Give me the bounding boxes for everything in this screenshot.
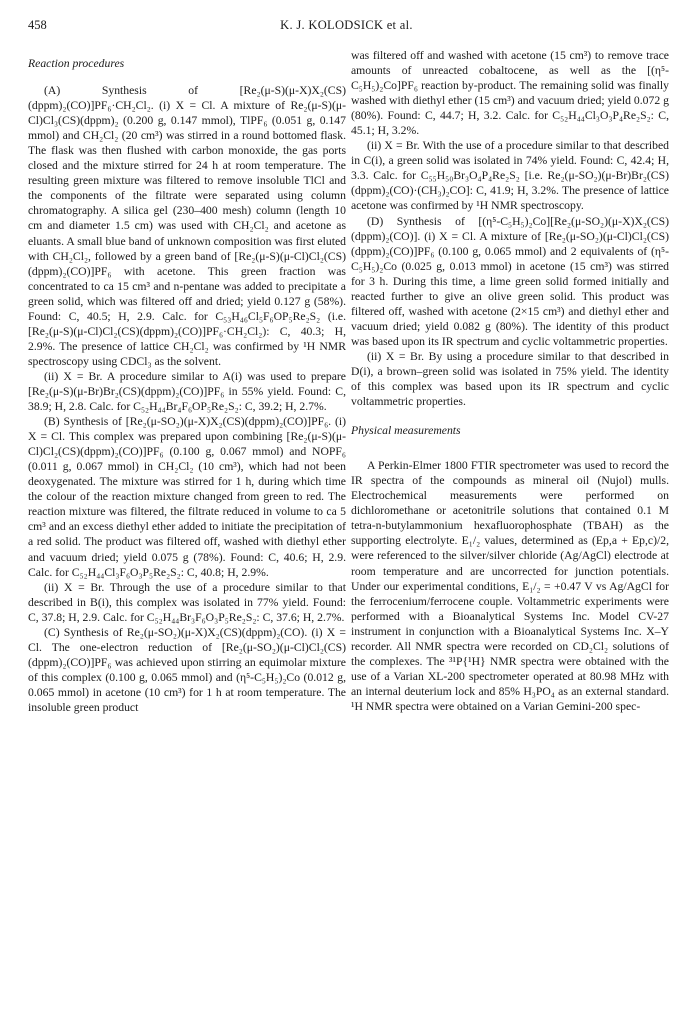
paragraph-synthesis-b-ii: (ii) X = Br. Through the use of a procedure similar to that described in B(i), this complex was isolated in 77% yield. Found: C, 37.8; H, 2.9. Calc. for C₅₂H₄₄Br₃F₆O₃P₅Re₂S₂: C, 37.6; H, 2.7%. xyxy=(28,580,346,624)
paragraph-synthesis-b-i: (B) Synthesis of [Re₂(μ-SO₂)(μ-X)X₂(CS)(dppm)₂(CO)]PF₆. (i) X = Cl. This complex was prepared upon combining [Re₂(μ-S)(μ-Cl)Cl₂(CS)(dppm)₂(CO)]PF₆ (0.100 g, 0.067 mmol) and NOPF₆ (0.011 g, 0.067 mmol) in CH₂Cl₂ (10 cm³), which had not been deoxygenated. The mixture was stirred for 1 h, during which time the colour of the reaction mixture changed from green to red. The reaction mixture was filtered, the filtrate reduced in volume to ca 5 cm³ and an excess diethyl ether added to initiate the precipitation of a red solid. The product was filtered off, washed with diethyl ether and vacuum dried; yield 0.075 g (78%). Found: C, 40.6; H, 2.9. Calc. for C₅₂H₄₄Cl₃F₆O₃P₅Re₂S₂: C, 40.8; H, 2.9%. xyxy=(28,415,346,579)
paragraph-physical-measurements: A Perkin-Elmer 1800 FTIR spectrometer was used to record the IR spectra of the compounds as mineral oil (Nujol) mulls. Electrochemical measurements were performed on dichloromethane or acetonitrile solutions that contained 0.1 M tetra-n-butylammonium hexafluorophosphate (TBAH) as the supporting electrolyte. E₁/₂ values, determined as (Ep,a + Ep,c)/2, were referenced to the silver/silver chloride (Ag/AgCl) electrode at room temperature and are uncorrected for junction potentials. Under our experimental conditions, E₁/₂ = +0.47 V vs Ag/AgCl for the ferrocenium/ferrocene couple. Voltammetric experiments were performed with a Bioanalytical Systems Inc. Model CV-27 instrument in conjunction with a Bioanalytical Systems Inc. X–Y recorder. All NMR spectra were recorded on CD₂Cl₂ solutions of the complexes. The ³¹P{¹H} NMR spectra were obtained with the use of a Varian XL-200 spectrometer operated at 80.98 MHz with an internal deuterium lock and 85% H₃PO₄ as an external standard. ¹H NMR spectra were obtained on a Varian Gemini-200 spec- xyxy=(351,459,669,713)
paragraph-synthesis-c-i: (C) Synthesis of Re₂(μ-SO₂)(μ-X)X₂(CS)(dppm)₂(CO). (i) X = Cl. The one-electron reduction of [Re₂(μ-SO₂)(μ-Cl)Cl₂(CS)(dppm)₂(CO)]PF₆ was achieved upon stirring an equimolar mixture of this complex (0.100 g, 0.065 mmol) and (η⁵-C₅H₅)₂Co (0.012 g, 0.065 mmol) in acetone (10 cm³) for 1 h at room temperature. The insoluble green product xyxy=(28,625,346,714)
paragraph-synthesis-c-ii: (ii) X = Br. With the use of a procedure similar to that described in C(i), a green solid was isolated in 74% yield. Found: C, 42.4; H, 3.3. Calc. for C₅₅H₅₀Br₃O₄P₄Re₂S₂ [i.e. Re₂(μ-SO₂)(μ-Br)Br₂(CS)(dppm)₂(CO)·(CH₃)₂CO]: C, 41.9; H, 3.2%. The presence of lattice acetone was confirmed by ¹H NMR spectroscopy. xyxy=(351,139,669,213)
paragraph-synthesis-a-ii: (ii) X = Br. A procedure similar to A(i) was used to prepare [Re₂(μ-S)(μ-Br)Br₂(CS)(dppm)₂(CO)]PF₆ in 55% yield. Found: C, 38.9; H, 2.8. Calc. for C₅₂H₄₄Br₄F₆OP₅Re₂S₂: C, 39.2; H, 2.7%. xyxy=(28,369,346,414)
right-column xyxy=(351,48,669,714)
left-column xyxy=(28,48,346,715)
section-heading-physical-measurements: Physical measurements xyxy=(351,424,461,438)
page-header xyxy=(20,8,673,30)
paragraph-synthesis-d-i: (D) Synthesis of [(η⁵-C₅H₅)₂Co][Re₂(μ-SO₂)(μ-X)X₂(CS)(dppm)₂(CO)]. (i) X = Cl. A mixture of [Re₂(μ-SO₂)(μ-Cl)Cl₂(CS)(dppm)₂(CO)]PF₆ (0.100 g, 0.065 mmol) and 2 equivalents of (η⁵-C₅H₅)₂Co (0.025 g, 0.013 mmol) in acetone (15 cm³) was stirred for 3 h. During this time, a lime green solid formed initially and reacted further to give an olive green solid. This product was filtered off, washed with acetone (2×15 cm³) and diethyl ether and vacuum dried; yield 0.082 g (80%). The identity of this product was based upon its IR spectrum and cyclic voltammetric properties. xyxy=(351,214,669,348)
page-number: 458 xyxy=(28,18,47,32)
paragraph-synthesis-a-i: (A) Synthesis of [Re₂(μ-S)(μ-X)X₂(CS)(dppm)₂(CO)]PF₆·CH₂Cl₂. (i) X = Cl. A mixture of Re₂(μ-S)(μ-Cl)Cl₃(CS)(dppm)₂ (0.200 g, 0.147 mmol), TlPF₆ (0.051 g, 0.147 mmol) and CH₂Cl₂ (20 cm³) was stirred in a round bottomed flask. The flask was then flushed with carbon monoxide, the gas ports closed and the mixture stirred for 24 h at room temperature. The resulting green mixture was filtered to remove insoluble TlCl and the components of the filtrate were separated using column chromatography. A silica gel (230–400 mesh) column (length 10 cm and diameter 1.5 cm) was used with CH₂Cl₂ and acetone as eluants. A small blue band of unknown composition was first eluted with CH₂Cl₂, followed by a green band of [Re₂(μ-S)(μ-Cl)Cl₂(CS)(dppm)₂(CO)]PF₆ with acetone. This green fraction was concentrated to ca 15 cm³ and n-pentane was added to precipitate a green solid, which was filtered off and dried; yield 0.127 g (58%). Found: C, 40.5; H, 2.9. Calc. for C₅₃H₄₆Cl₅F₆OP₅Re₂S₂ (i.e. [Re₂(μ-S)(μ-Cl)Cl₂(CS)(dppm)₂(CO)]PF₆·CH₂Cl₂): C, 40.3; H, 2.9%. The presence of lattice CH₂Cl₂ was confirmed by ¹H NMR spectroscopy using CDCl₃ as the solvent. xyxy=(28,84,346,368)
paragraph-synthesis-d-ii: (ii) X = Br. By using a procedure similar to that described in D(i), a brown–green solid was isolated in 75% yield. The identity of this complex was based upon its IR spectrum and cyclic voltammetric properties. xyxy=(351,349,669,409)
paragraph-continued: was filtered off and washed with acetone (15 cm³) to remove trace amounts of unreacted cobaltocene, as well as the [(η⁵-C₅H₅)₂Co]PF₆ reaction by-product. The remaining solid was finally washed with diethyl ether (15 cm³) and vacuum dried; yield 0.072 g (80%). Found: C, 44.7; H, 3.2. Calc. for C₅₂H₄₄Cl₃O₃P₄Re₂S₂: C, 45.1; H, 3.2%. xyxy=(351,49,669,138)
running-head: K. J. KOLODSICK et al. xyxy=(280,18,413,32)
section-heading-reaction-procedures: Reaction procedures xyxy=(28,57,125,70)
